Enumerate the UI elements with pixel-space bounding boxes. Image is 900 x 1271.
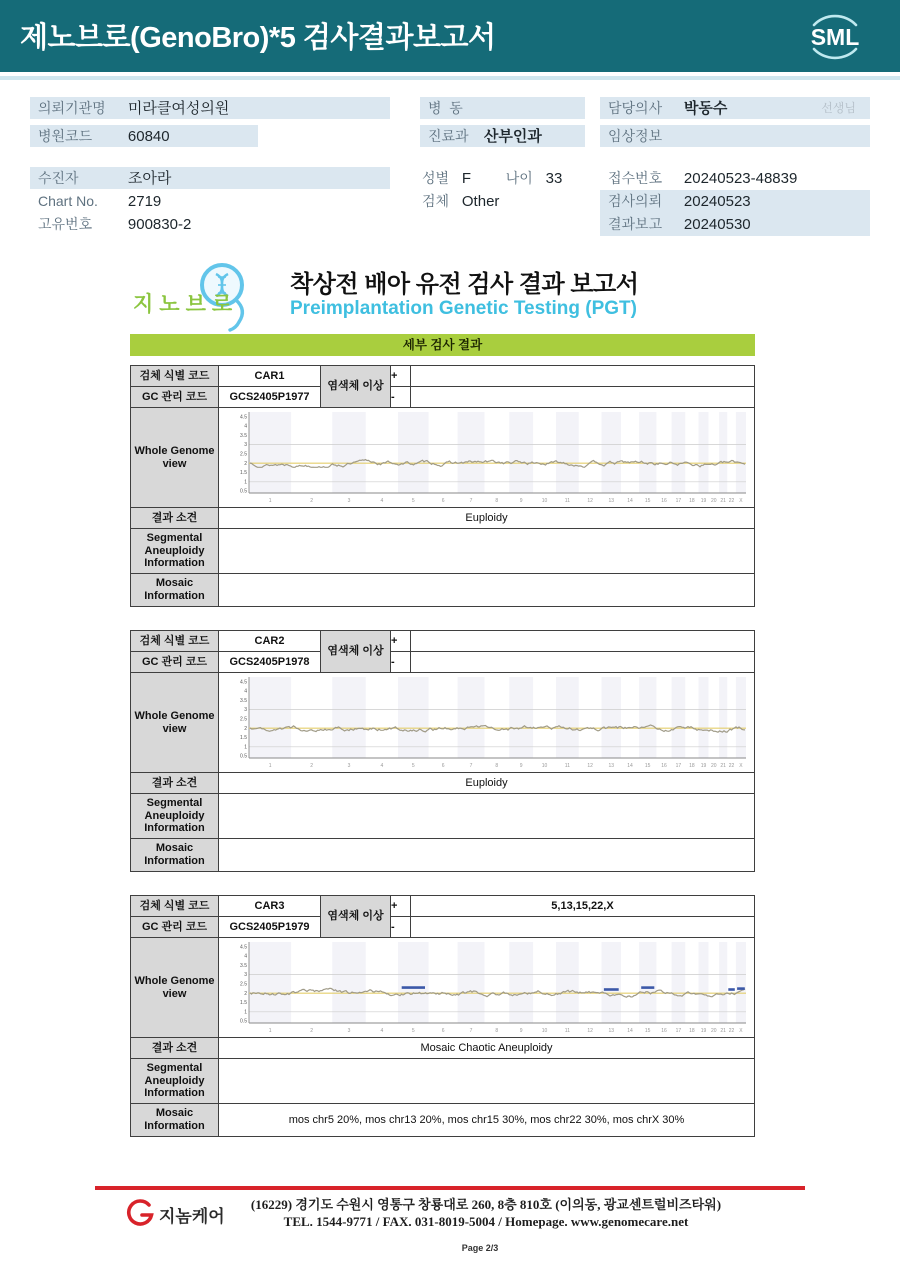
svg-text:10: 10 <box>541 1027 548 1034</box>
loss-value <box>411 387 755 408</box>
segmental-label: Segmental Aneuploidy Information <box>131 529 219 574</box>
report-date-label: 결과보고 <box>608 216 663 232</box>
svg-text:19: 19 <box>700 1027 707 1034</box>
result-value: Euploidy <box>219 508 755 529</box>
genome-chart-cell <box>219 938 755 1038</box>
receipt-no-label: 접수번호 <box>608 170 663 186</box>
info-row-hospital-code <box>30 125 258 147</box>
svg-text:10: 10 <box>541 497 548 504</box>
svg-text:6: 6 <box>441 762 445 769</box>
loss-value <box>411 652 755 673</box>
svg-text:13: 13 <box>608 497 615 504</box>
svg-text:17: 17 <box>675 497 682 504</box>
info-row-institution <box>30 97 390 119</box>
segmental-value <box>219 1059 755 1104</box>
genome-chart-cell <box>219 408 755 508</box>
age-label: 나이 <box>505 170 533 186</box>
genomecare-logo-text: 지놈케어 <box>159 1206 225 1226</box>
info-row-patient <box>30 167 390 189</box>
svg-text:2.5: 2.5 <box>240 981 247 987</box>
svg-text:9: 9 <box>519 497 523 504</box>
patient-value: 조아라 <box>127 170 172 187</box>
svg-text:14: 14 <box>627 762 633 769</box>
svg-text:3.5: 3.5 <box>240 697 247 704</box>
svg-text:22: 22 <box>728 762 735 769</box>
specimen-label: 검체 <box>422 193 450 209</box>
age-value: 33 <box>545 170 563 187</box>
svg-text:17: 17 <box>675 1027 682 1034</box>
doctor-suffix: 선생님 <box>821 101 856 115</box>
loss-value <box>411 917 755 938</box>
svg-text:21: 21 <box>720 1027 726 1034</box>
svg-text:18: 18 <box>689 497 695 504</box>
chrom-abnormal-label: 염색체 이상 <box>321 631 391 673</box>
plus-sign: + <box>391 366 411 387</box>
svg-text:14: 14 <box>627 497 633 504</box>
pgt-title-english: Preimplantation Genetic Testing (PGT) <box>290 298 637 319</box>
svg-text:2: 2 <box>310 497 314 504</box>
svg-text:X: X <box>739 762 743 769</box>
svg-text:X: X <box>739 497 743 504</box>
sex-value: F <box>461 170 472 187</box>
svg-text:13: 13 <box>608 762 615 769</box>
receipt-no-value: 20240523-48839 <box>683 170 798 187</box>
gain-value: 5,13,15,22,X <box>411 896 755 917</box>
svg-text:19: 19 <box>700 762 707 769</box>
genome-chart-cell <box>219 673 755 773</box>
svg-text:1: 1 <box>244 1008 247 1015</box>
svg-text:19: 19 <box>700 497 707 504</box>
svg-text:4: 4 <box>244 423 247 430</box>
sample-result-table <box>130 895 755 1137</box>
svg-text:8: 8 <box>495 1027 499 1034</box>
institution-label: 의뢰기관명 <box>38 100 106 116</box>
svg-text:1.5: 1.5 <box>240 469 247 476</box>
svg-text:21: 21 <box>720 762 726 769</box>
svg-text:6: 6 <box>441 1027 445 1034</box>
result-value: Euploidy <box>219 773 755 794</box>
sample-id-value: CAR2 <box>219 631 321 652</box>
svg-text:9: 9 <box>519 762 523 769</box>
svg-text:22: 22 <box>728 1027 735 1034</box>
svg-text:16: 16 <box>661 1027 667 1034</box>
specimen-value: Other <box>461 193 500 210</box>
sample-id-label: 검체 식별 코드 <box>131 366 219 387</box>
minus-sign: - <box>391 387 411 408</box>
svg-text:12: 12 <box>587 497 593 504</box>
svg-text:3.5: 3.5 <box>240 432 247 439</box>
svg-text:14: 14 <box>627 1027 633 1034</box>
genomecare-logo-icon <box>125 1199 155 1229</box>
svg-text:3: 3 <box>244 441 247 448</box>
mosaic-value <box>219 574 755 607</box>
svg-text:21: 21 <box>720 497 726 504</box>
plus-sign: + <box>391 896 411 917</box>
sample-id-label: 검체 식별 코드 <box>131 896 219 917</box>
chrom-abnormal-label: 염색체 이상 <box>321 896 391 938</box>
svg-text:7: 7 <box>469 1027 473 1034</box>
svg-text:15: 15 <box>644 762 651 769</box>
chrom-abnormal-label: 염색체 이상 <box>321 366 391 408</box>
svg-text:4: 4 <box>380 497 384 504</box>
info-block-dates <box>600 190 870 236</box>
mosaic-label: Mosaic Information <box>131 839 219 872</box>
svg-text:1: 1 <box>244 478 247 485</box>
svg-text:13: 13 <box>608 1027 615 1034</box>
clinical-label: 임상정보 <box>608 128 663 144</box>
gc-code-label: GC 관리 코드 <box>131 917 219 938</box>
svg-text:10: 10 <box>541 762 548 769</box>
result-label: 결과 소견 <box>131 1038 219 1059</box>
footer-divider <box>95 1186 805 1190</box>
svg-text:5: 5 <box>411 762 415 769</box>
svg-text:1: 1 <box>268 1027 272 1034</box>
svg-text:3: 3 <box>347 497 351 504</box>
sample-id-value: CAR3 <box>219 896 321 917</box>
svg-text:1.5: 1.5 <box>240 734 247 741</box>
svg-text:X: X <box>739 1027 743 1034</box>
sml-logo-icon <box>804 8 866 71</box>
svg-text:20: 20 <box>711 1027 717 1034</box>
svg-text:0.5: 0.5 <box>240 488 247 495</box>
plus-sign: + <box>391 631 411 652</box>
svg-text:1: 1 <box>268 497 272 504</box>
gc-code-value: GCS2405P1977 <box>219 387 321 408</box>
svg-text:18: 18 <box>689 1027 695 1034</box>
info-row-unique-no <box>30 213 390 235</box>
svg-text:4: 4 <box>244 688 247 695</box>
segmental-label: Segmental Aneuploidy Information <box>131 794 219 839</box>
svg-text:2: 2 <box>244 725 247 732</box>
svg-text:4.5: 4.5 <box>240 943 247 950</box>
svg-text:0.5: 0.5 <box>240 753 247 760</box>
svg-text:11: 11 <box>564 762 571 769</box>
footer-address-block <box>186 1196 786 1230</box>
genome-view-label: Whole Genome view <box>131 673 219 773</box>
mosaic-value: mos chr5 20%, mos chr13 20%, mos chr15 30%, mos chr22 30%, mos chrX 30% <box>219 1104 755 1137</box>
svg-text:2: 2 <box>244 990 247 997</box>
info-row-specimen <box>420 190 585 212</box>
whole-genome-chart <box>219 674 750 772</box>
info-row-report-date <box>600 213 870 236</box>
svg-text:4.5: 4.5 <box>240 678 247 685</box>
svg-text:3: 3 <box>244 706 247 713</box>
svg-text:4: 4 <box>380 762 384 769</box>
svg-text:1.5: 1.5 <box>240 999 247 1006</box>
svg-text:5: 5 <box>411 497 415 504</box>
sample-id-value: CAR1 <box>219 366 321 387</box>
unique-no-label: 고유번호 <box>38 216 93 232</box>
page-title: 제노브로(GenoBro)*5 검사결과보고서 <box>20 22 496 54</box>
svg-text:4: 4 <box>244 953 247 960</box>
hospital-code-label: 병원코드 <box>38 128 93 144</box>
hospital-code-value: 60840 <box>127 128 170 145</box>
result-value: Mosaic Chaotic Aneuploidy <box>219 1038 755 1059</box>
footer-contact-line: TEL. 1544-9771 / FAX. 031-8019-5004 / Homepage. www.genomecare.net <box>283 1214 689 1229</box>
svg-text:3: 3 <box>244 971 247 978</box>
svg-text:1: 1 <box>244 743 247 750</box>
info-row-request-date <box>600 190 870 213</box>
svg-text:20: 20 <box>711 497 717 504</box>
section-banner: 세부 검사 결과 <box>130 334 755 356</box>
mosaic-label: Mosaic Information <box>131 1104 219 1137</box>
result-label: 결과 소견 <box>131 508 219 529</box>
svg-text:4.5: 4.5 <box>240 413 247 420</box>
svg-text:11: 11 <box>564 1027 571 1034</box>
gain-value <box>411 366 755 387</box>
patient-label: 수진자 <box>38 170 79 186</box>
info-row-sex-age <box>420 167 585 189</box>
gain-value <box>411 631 755 652</box>
department-label: 진료과 <box>428 128 469 144</box>
svg-text:5: 5 <box>411 1027 415 1034</box>
minus-sign: - <box>391 652 411 673</box>
svg-text:7: 7 <box>469 762 473 769</box>
svg-text:16: 16 <box>661 762 667 769</box>
mosaic-value <box>219 839 755 872</box>
svg-text:9: 9 <box>519 1027 523 1034</box>
info-row-chart-no <box>30 190 390 212</box>
pgt-title-korean: 착상전 배아 유전 검사 결과 보고서 <box>290 271 639 298</box>
genome-view-label: Whole Genome view <box>131 408 219 508</box>
segmental-label: Segmental Aneuploidy Information <box>131 1059 219 1104</box>
gc-code-value: GCS2405P1978 <box>219 652 321 673</box>
sample-result-table <box>130 365 755 607</box>
info-row-receipt <box>600 167 870 189</box>
svg-text:SML: SML <box>810 24 860 50</box>
svg-text:2: 2 <box>310 762 314 769</box>
svg-text:16: 16 <box>661 497 667 504</box>
svg-text:2: 2 <box>244 460 247 467</box>
svg-text:12: 12 <box>587 762 593 769</box>
whole-genome-chart <box>219 939 750 1037</box>
svg-text:2.5: 2.5 <box>240 451 247 457</box>
doctor-value: 박동수 <box>683 100 728 117</box>
svg-text:12: 12 <box>587 1027 593 1034</box>
gc-code-value: GCS2405P1979 <box>219 917 321 938</box>
page-indicator: Page 2/3 <box>461 1243 499 1253</box>
unique-no-value: 900830-2 <box>127 216 192 233</box>
info-row-ward <box>420 97 585 119</box>
sample-result-table <box>130 630 755 872</box>
segmental-value <box>219 529 755 574</box>
info-row-department <box>420 125 585 147</box>
svg-text:2: 2 <box>310 1027 314 1034</box>
svg-text:11: 11 <box>564 497 571 504</box>
chart-no-value: 2719 <box>127 193 162 210</box>
footer-address-line: (16229) 경기도 수원시 영통구 창룡대로 260, 8층 810호 (이의동, 광교센트럴비즈타워) <box>250 1197 722 1212</box>
svg-text:3: 3 <box>347 1027 351 1034</box>
gc-code-label: GC 관리 코드 <box>131 387 219 408</box>
svg-text:7: 7 <box>469 497 473 504</box>
svg-text:8: 8 <box>495 762 499 769</box>
department-value: 산부인과 <box>483 128 542 145</box>
svg-text:20: 20 <box>711 762 717 769</box>
whole-genome-chart <box>219 409 750 507</box>
minus-sign: - <box>391 917 411 938</box>
svg-text:15: 15 <box>644 1027 651 1034</box>
sample-id-label: 검체 식별 코드 <box>131 631 219 652</box>
ward-label: 병 동 <box>428 100 463 116</box>
svg-text:15: 15 <box>644 497 651 504</box>
chart-no-label: Chart No. <box>38 193 98 209</box>
header-bar <box>0 0 900 72</box>
request-date-label: 검사의뢰 <box>608 193 663 209</box>
gc-code-label: GC 관리 코드 <box>131 652 219 673</box>
info-row-doctor <box>600 97 870 119</box>
segmental-value <box>219 794 755 839</box>
svg-text:0.5: 0.5 <box>240 1018 247 1025</box>
svg-text:8: 8 <box>495 497 499 504</box>
svg-text:22: 22 <box>728 497 735 504</box>
svg-text:6: 6 <box>441 497 445 504</box>
report-date-value: 20240530 <box>683 216 751 233</box>
svg-text:1: 1 <box>268 762 272 769</box>
svg-text:18: 18 <box>689 762 695 769</box>
mosaic-label: Mosaic Information <box>131 574 219 607</box>
svg-text:2.5: 2.5 <box>240 716 247 722</box>
svg-text:3: 3 <box>347 762 351 769</box>
sex-label: 성별 <box>422 170 450 186</box>
header-separator <box>0 76 900 80</box>
doctor-label: 담당의사 <box>608 100 663 116</box>
genome-view-label: Whole Genome view <box>131 938 219 1038</box>
genobro-logo-text: 지노브로 <box>133 293 239 316</box>
svg-text:4: 4 <box>380 1027 384 1034</box>
result-label: 결과 소견 <box>131 773 219 794</box>
info-row-clinical <box>600 125 870 147</box>
svg-text:3.5: 3.5 <box>240 962 247 969</box>
svg-text:17: 17 <box>675 762 682 769</box>
request-date-value: 20240523 <box>683 193 751 210</box>
institution-value: 미라클여성의원 <box>127 100 230 117</box>
